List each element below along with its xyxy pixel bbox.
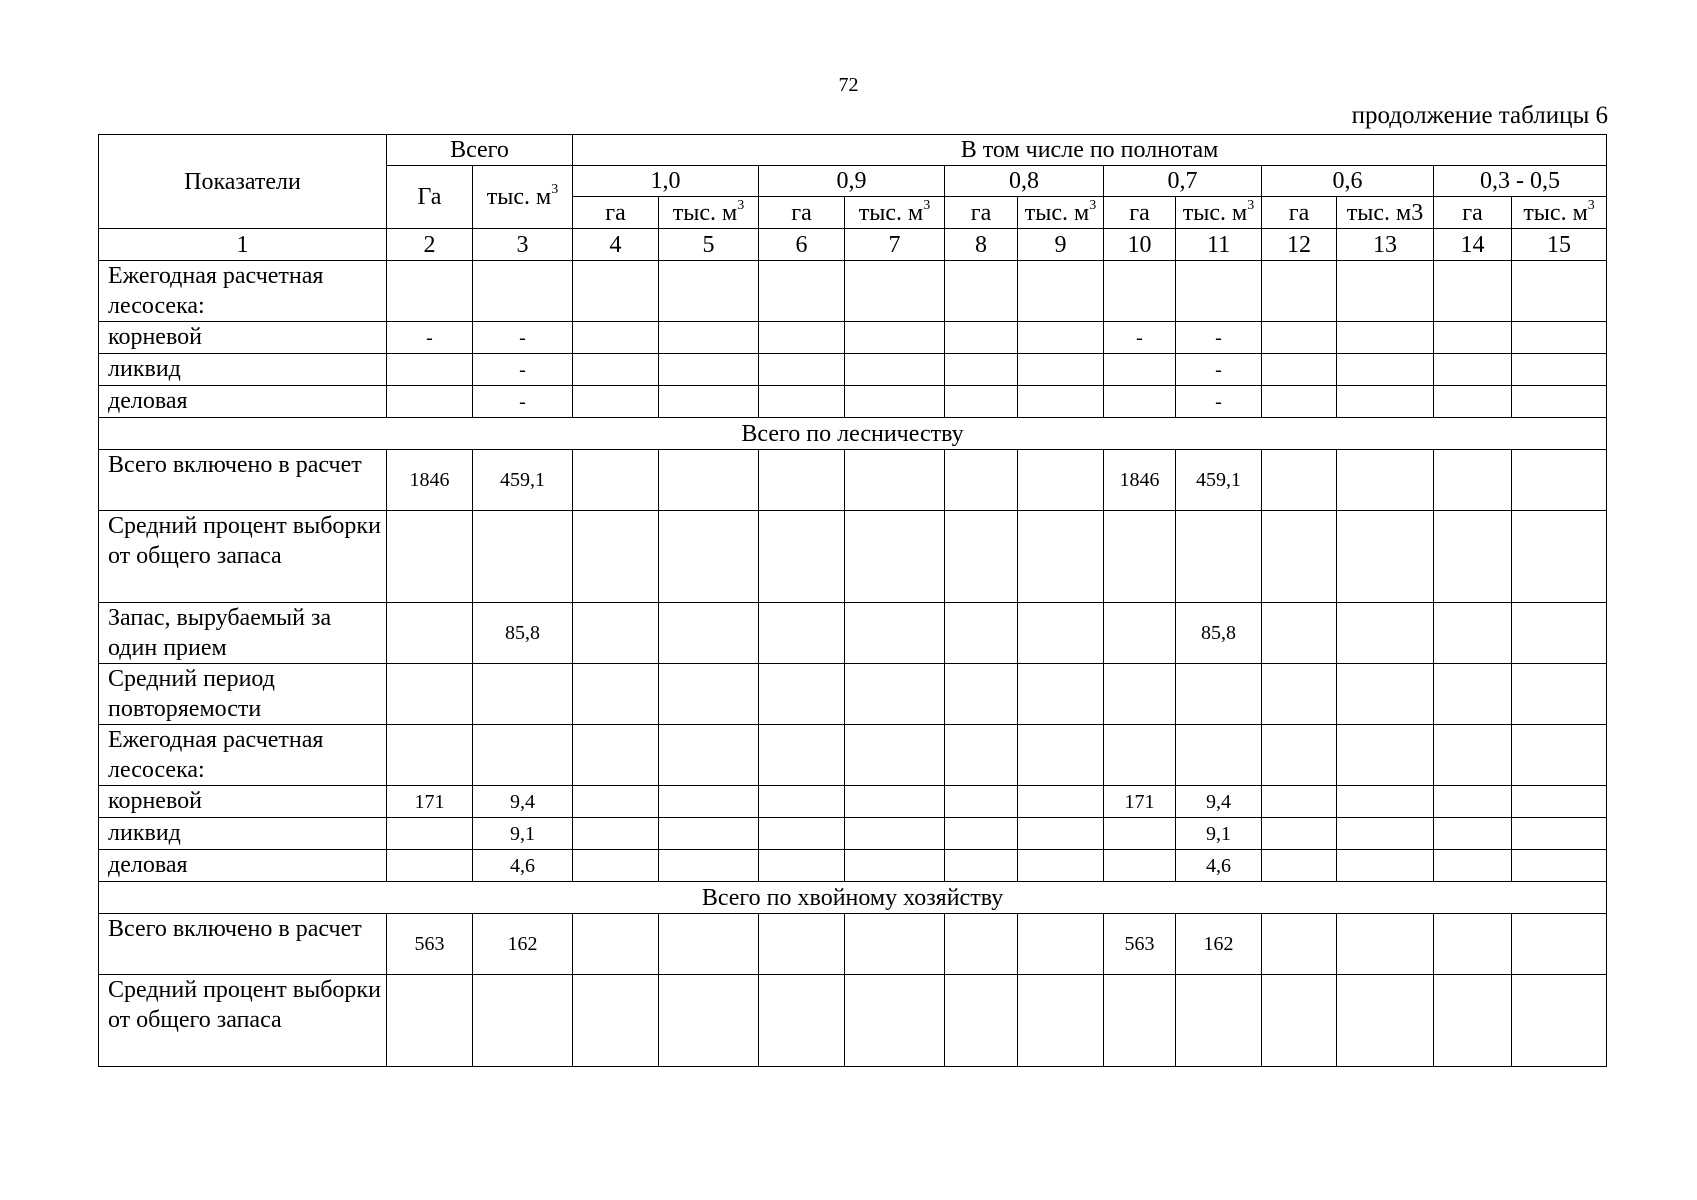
column-number: 2	[387, 229, 473, 261]
table-cell: 9,4	[473, 786, 573, 818]
table-cell	[1262, 664, 1337, 725]
ha-subheader: га	[1434, 197, 1512, 229]
table-cell	[473, 664, 573, 725]
table-cell	[759, 322, 845, 354]
table-cell	[1337, 850, 1434, 882]
table-cell	[759, 818, 845, 850]
table-cell	[1104, 850, 1176, 882]
table-cell	[945, 818, 1018, 850]
table-cell	[1337, 322, 1434, 354]
table-cell	[1262, 725, 1337, 786]
table-cell	[1176, 261, 1262, 322]
table-cell	[1262, 786, 1337, 818]
table-cell	[845, 450, 945, 511]
ha-subheader: га	[1104, 197, 1176, 229]
table-cell	[1262, 386, 1337, 418]
table-cell	[1176, 725, 1262, 786]
table-cell	[945, 603, 1018, 664]
density-header: 0,8	[945, 166, 1104, 197]
table-cell	[573, 664, 659, 725]
column-number: 3	[473, 229, 573, 261]
table-cell	[1434, 322, 1512, 354]
table-cell	[1337, 511, 1434, 603]
ha-subheader: га	[759, 197, 845, 229]
table-row	[99, 975, 1607, 1067]
total-volume-header: тыс. $м^3$	[473, 166, 573, 229]
table-cell	[573, 322, 659, 354]
table-cell	[573, 511, 659, 603]
table-cell	[1434, 975, 1512, 1067]
table-cell	[1512, 975, 1607, 1067]
table-cell	[1262, 818, 1337, 850]
table-cell	[1337, 725, 1434, 786]
table-cell	[845, 603, 945, 664]
table-cell	[1337, 818, 1434, 850]
table-cell	[1337, 450, 1434, 511]
volume-subheader: тыс. $м^3$	[845, 197, 945, 229]
table-cell	[387, 386, 473, 418]
table-cell	[945, 386, 1018, 418]
density-header: 0,7	[1104, 166, 1262, 197]
table-cell	[387, 725, 473, 786]
ha-subheader: га	[945, 197, 1018, 229]
table-cell	[759, 261, 845, 322]
table-cell: -	[387, 322, 473, 354]
table-cell	[573, 975, 659, 1067]
including-by-density-header: В том числе по полнотам	[573, 135, 1607, 166]
table-row	[99, 818, 1607, 850]
table-cell: 1846	[387, 450, 473, 511]
table-cell	[387, 511, 473, 603]
table-cell	[1434, 354, 1512, 386]
indicators-header: Показатели	[99, 135, 387, 229]
row-label: Запас, вырубаемый за один прием	[99, 603, 387, 664]
table-cell	[1262, 261, 1337, 322]
density-header: 0,9	[759, 166, 945, 197]
table-cell	[1512, 450, 1607, 511]
table-cell	[1104, 664, 1176, 725]
table-cell	[759, 975, 845, 1067]
table-cell	[1104, 511, 1176, 603]
density-header: 1,0	[573, 166, 759, 197]
table-cell	[1176, 975, 1262, 1067]
table-cell	[1104, 818, 1176, 850]
table-cell: 162	[473, 914, 573, 975]
table-cell	[387, 664, 473, 725]
table-cell	[1434, 786, 1512, 818]
row-label: Средний процент выборки от общего запаса	[99, 511, 387, 603]
table-cell	[1262, 850, 1337, 882]
row-label: Ежегодная расчетная лесосека:	[99, 725, 387, 786]
table-cell	[387, 354, 473, 386]
table-cell	[387, 603, 473, 664]
table-cell	[1018, 603, 1104, 664]
table-cell	[945, 975, 1018, 1067]
column-number: 11	[1176, 229, 1262, 261]
table-cell	[1104, 603, 1176, 664]
table-cell	[1018, 975, 1104, 1067]
table-cell: 563	[1104, 914, 1176, 975]
table-cell	[1262, 322, 1337, 354]
table-cell: 459,1	[473, 450, 573, 511]
table-cell	[573, 850, 659, 882]
table-cell	[1018, 664, 1104, 725]
table-cell	[1337, 975, 1434, 1067]
forest-data-table	[98, 134, 1607, 1067]
total-header: Всего	[387, 135, 573, 166]
table-cell: -	[1176, 322, 1262, 354]
table-cell	[573, 386, 659, 418]
table-cell	[845, 818, 945, 850]
table-cell: 4,6	[473, 850, 573, 882]
table-cell	[759, 725, 845, 786]
table-cell	[759, 354, 845, 386]
page-number: 72	[838, 74, 859, 96]
table-cell	[845, 975, 945, 1067]
table-cell	[945, 354, 1018, 386]
column-number: 8	[945, 229, 1018, 261]
table-cell	[1018, 914, 1104, 975]
table-cell	[573, 354, 659, 386]
header-row-1	[99, 135, 1607, 166]
table-cell	[945, 322, 1018, 354]
table-cell	[573, 450, 659, 511]
row-label: ликвид	[99, 354, 387, 386]
table-cell	[845, 322, 945, 354]
table-cell: 85,8	[1176, 603, 1262, 664]
table-cell: 85,8	[473, 603, 573, 664]
table-cell	[1018, 786, 1104, 818]
table-cell	[659, 914, 759, 975]
table-row	[99, 603, 1607, 664]
table-cell: 171	[1104, 786, 1176, 818]
section-header-row	[99, 418, 1607, 450]
table-cell	[1512, 386, 1607, 418]
volume-subheader: тыс. м3	[1337, 197, 1434, 229]
table-continuation-caption: продолжение таблицы 6	[1351, 102, 1608, 129]
table-cell	[1018, 818, 1104, 850]
table-cell	[945, 511, 1018, 603]
table-cell	[1018, 354, 1104, 386]
table-cell	[1176, 664, 1262, 725]
table-row	[99, 450, 1607, 511]
table-cell	[945, 850, 1018, 882]
table-cell	[473, 511, 573, 603]
table-cell	[1262, 914, 1337, 975]
table-cell	[845, 725, 945, 786]
row-label: корневой	[99, 786, 387, 818]
table-cell	[1337, 914, 1434, 975]
table-cell	[945, 664, 1018, 725]
table-cell	[1434, 511, 1512, 603]
table-cell	[759, 914, 845, 975]
table-cell	[573, 786, 659, 818]
table-cell	[387, 850, 473, 882]
row-label: корневой	[99, 322, 387, 354]
ha-subheader: га	[573, 197, 659, 229]
table-cell	[1512, 322, 1607, 354]
table-cell	[1337, 786, 1434, 818]
table-cell	[1434, 914, 1512, 975]
column-number: 5	[659, 229, 759, 261]
table-cell	[1512, 603, 1607, 664]
table-cell: 9,1	[473, 818, 573, 850]
table-cell	[659, 511, 759, 603]
table-cell	[945, 786, 1018, 818]
table-cell	[1337, 603, 1434, 664]
row-label: деловая	[99, 386, 387, 418]
volume-subheader: тыс. $м^3$	[1176, 197, 1262, 229]
row-label: Всего включено в расчет	[99, 450, 387, 511]
column-number: 10	[1104, 229, 1176, 261]
table-cell: -	[1176, 386, 1262, 418]
table-cell	[1104, 261, 1176, 322]
table-cell	[659, 354, 759, 386]
table-cell	[759, 386, 845, 418]
table-row	[99, 261, 1607, 322]
table-cell	[845, 354, 945, 386]
table-cell	[1434, 261, 1512, 322]
column-number: 9	[1018, 229, 1104, 261]
table-cell: -	[1176, 354, 1262, 386]
row-label: Средний процент выборки от общего запаса	[99, 975, 387, 1067]
table-cell	[1434, 818, 1512, 850]
table-cell	[659, 975, 759, 1067]
table-cell	[1262, 511, 1337, 603]
table-cell	[387, 261, 473, 322]
table-cell	[1337, 664, 1434, 725]
table-cell	[1262, 354, 1337, 386]
table-cell	[1018, 322, 1104, 354]
table-cell	[659, 850, 759, 882]
table-cell	[1434, 850, 1512, 882]
table-cell	[573, 914, 659, 975]
table-cell	[1104, 386, 1176, 418]
column-number: 12	[1262, 229, 1337, 261]
table-cell	[1262, 450, 1337, 511]
table-cell	[659, 725, 759, 786]
table-cell	[1512, 664, 1607, 725]
column-number: 4	[573, 229, 659, 261]
table-cell	[759, 603, 845, 664]
table-cell	[759, 664, 845, 725]
table-cell	[845, 386, 945, 418]
section-title: Всего по хвойному хозяйству	[99, 882, 1607, 914]
table-cell	[845, 786, 945, 818]
table-cell: 563	[387, 914, 473, 975]
table-cell	[1512, 786, 1607, 818]
table-cell: 162	[1176, 914, 1262, 975]
table-cell: 1846	[1104, 450, 1176, 511]
volume-subheader: тыс. $м^3$	[659, 197, 759, 229]
table-cell	[759, 786, 845, 818]
table-cell	[845, 850, 945, 882]
table-cell	[387, 818, 473, 850]
table-row	[99, 914, 1607, 975]
table-cell	[1262, 603, 1337, 664]
table-cell	[659, 664, 759, 725]
table-cell: 171	[387, 786, 473, 818]
table-cell: -	[473, 354, 573, 386]
table-cell: 9,4	[1176, 786, 1262, 818]
table-cell	[1018, 261, 1104, 322]
table-row	[99, 850, 1607, 882]
table-cell	[1434, 725, 1512, 786]
table-cell: 4,6	[1176, 850, 1262, 882]
row-label: ликвид	[99, 818, 387, 850]
table-cell	[659, 322, 759, 354]
table-cell	[659, 786, 759, 818]
table-cell	[1018, 386, 1104, 418]
section-title: Всего по лесничеству	[99, 418, 1607, 450]
column-number: 7	[845, 229, 945, 261]
table-row	[99, 386, 1607, 418]
table-cell	[1337, 261, 1434, 322]
table-cell	[1434, 603, 1512, 664]
volume-subheader: тыс. $м^3$	[1512, 197, 1607, 229]
table-row	[99, 725, 1607, 786]
table-row	[99, 511, 1607, 603]
table-cell	[1512, 511, 1607, 603]
table-cell: -	[473, 386, 573, 418]
table-cell	[1018, 850, 1104, 882]
total-ha-header: Га	[387, 166, 473, 229]
table-cell	[1176, 511, 1262, 603]
table-cell: -	[473, 322, 573, 354]
table-cell	[1512, 261, 1607, 322]
table-cell	[573, 725, 659, 786]
table-cell	[759, 511, 845, 603]
table-cell	[1337, 386, 1434, 418]
table-cell: 9,1	[1176, 818, 1262, 850]
table-cell	[659, 603, 759, 664]
table-cell	[945, 914, 1018, 975]
table-cell	[1104, 354, 1176, 386]
table-cell	[945, 450, 1018, 511]
table-cell	[1434, 386, 1512, 418]
table-cell	[845, 914, 945, 975]
density-header: 0,3 - 0,5	[1434, 166, 1607, 197]
table-cell	[1512, 725, 1607, 786]
table-cell	[473, 725, 573, 786]
table-cell	[659, 261, 759, 322]
table-cell	[1434, 450, 1512, 511]
column-number: 13	[1337, 229, 1434, 261]
table-cell	[1337, 354, 1434, 386]
column-number-row	[99, 229, 1607, 261]
table-row	[99, 354, 1607, 386]
row-label: деловая	[99, 850, 387, 882]
table-cell	[845, 511, 945, 603]
table-cell	[1104, 975, 1176, 1067]
column-number: 14	[1434, 229, 1512, 261]
density-header: 0,6	[1262, 166, 1434, 197]
table-cell	[1262, 975, 1337, 1067]
table-cell	[759, 850, 845, 882]
table-cell	[473, 261, 573, 322]
table-cell	[659, 818, 759, 850]
section-header-row	[99, 882, 1607, 914]
table-cell	[1512, 818, 1607, 850]
table-cell	[573, 261, 659, 322]
table-cell	[1512, 354, 1607, 386]
row-label: Ежегодная расчетная лесосека:	[99, 261, 387, 322]
table-cell	[759, 450, 845, 511]
table-cell	[387, 975, 473, 1067]
table-cell	[659, 450, 759, 511]
table-cell	[845, 261, 945, 322]
ha-subheader: га	[1262, 197, 1337, 229]
table-cell	[1512, 914, 1607, 975]
table-cell	[1018, 450, 1104, 511]
table-cell	[945, 261, 1018, 322]
table-row	[99, 322, 1607, 354]
table-cell	[573, 603, 659, 664]
table-cell: -	[1104, 322, 1176, 354]
row-label: Средний период повторяемости	[99, 664, 387, 725]
table-cell: 459,1	[1176, 450, 1262, 511]
table-cell	[845, 664, 945, 725]
column-number: 1	[99, 229, 387, 261]
table-cell	[659, 386, 759, 418]
table-cell	[473, 975, 573, 1067]
table-row	[99, 664, 1607, 725]
table-cell	[945, 725, 1018, 786]
table-cell	[573, 818, 659, 850]
table-cell	[1018, 511, 1104, 603]
row-label: Всего включено в расчет	[99, 914, 387, 975]
table-cell	[1434, 664, 1512, 725]
volume-subheader: тыс. $м^3$	[1018, 197, 1104, 229]
table-cell	[1018, 725, 1104, 786]
table-row	[99, 786, 1607, 818]
column-number: 6	[759, 229, 845, 261]
table-cell	[1104, 725, 1176, 786]
column-number: 15	[1512, 229, 1607, 261]
table-cell	[1512, 850, 1607, 882]
